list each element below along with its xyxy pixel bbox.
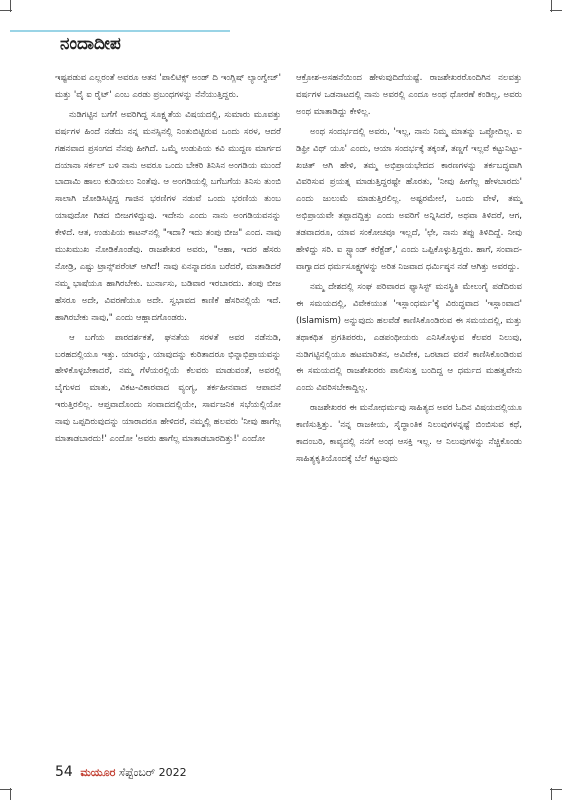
paragraph: ನುಡಿಗಟ್ಟಿನ ಬಗೆಗೆ ಅವರಿಗಿದ್ದ ಸೂಕ್ಷ್ಮತೆಯ ವಿಷಯದಲ್ಲಿ, ಸುಮಾರು ಮೂವತ್ತು ವರ್ಷಗಳ ಹಿಂದೆ ನಡೆದು ನನ್ನ ಮನಸ್ಸಿನಲ್ಲಿ ನಿಂತುಬಿಟ್ಟಿರುವ ಒಂದು ಸರಳ, ಆದರೆ ಗಹನವಾದ ಪ್ರಸಂಗದ ನೆನಪು ಹೀಗಿದೆ. ಒಮ್ಮೆ ಉಡುಪಿಯ ಕವಿ ಮುದ್ದಣ ಮಾರ್ಗದ ದಯಾನಾ ಸರ್ಕಲ್ ಬಳಿ ನಾನು ಅವರೂ ಒಂದು ಬೇಕರಿ ತಿನಿಸಿನ ಅಂಗಡಿಯ ಮುಂದೆ ಬಾದಾಮಿ ಹಾಲು ಕುಡಿಯಲು ನಿಂತೆವು. ಆ ಅಂಗಡಿಯಲ್ಲಿ ಬಗೆಬಗೆಯ ತಿನಿಸು ತುಂಬಿ ಸಾಲಾಗಿ ಜೋಡಿಸಿಟ್ಟಿದ್ದ ಗಾಜಿನ ಭರಣಿಗಳ ನಡುವೆ ಒಂದು ಭರಣಿಯ ತುಂಬ ಯಾವುದೋ ಗಿಡದ ಬೀಜಗಳಿದ್ದುವು. ಇದೇನು ಎಂದು ನಾನು ಅಂಗಡಿಯವನನ್ನು ಕೇಳಿದೆ. ಆತ, ಉಡುಪಿಯ ಕಾಟನ್‌ನಲ್ಲಿ "ಇದಾ? ಇದು ತಂಪು ಬೀಜ" ಎಂದ. ನಾವು ಮುಖಮುಖ ನೋಡಿಕೊಂಡೆವು. ರಾಜಶೇಖರ ಅವರು, "ಆಹಾ, ಇದರ ಹೆಸರು ನೋಡ್ರಿ, ಎಷ್ಟು ಟ್ರಾನ್ಸ್‌ಪರೆಂಟ್ ಆಗಿದೆ! ನಾವು ಏನನ್ನಾದರೂ ಬರೆದರೆ, ಮಾತಾಡಿದರೆ ನಮ್ಮ ಭಾಷೆಯೂ ಹಾಗಿರಬೇಕು. ಬುರ್ನಾಸು, ಬಡಿವಾರ ಇರಬಾರದು. ತಂಪು ಬೀಜ ಹೆಸರೂ ಅದೇ, ವಿವರಣೆಯೂ ಅದೇ. ಸ್ವಭಾವದ ಕಾಣಿಕೆ ಹೆಸರಿನಲ್ಲಿಯೆ ಇದೆ. ಹಾಗಿರಬೇಕು ನಾವು," ಎಂದು ಆಹ್ಲಾದಗೊಂಡರು. [55, 109, 281, 323]
left-column [55, 70, 281, 448]
crop-mark [10, 788, 11, 800]
paragraph: ಇಷ್ಟಪಡುವ ಎಲ್ಲರಂತೆ ಅವರೂ ಆತನ 'ಪಾಲಿಟಿಕ್ಸ್ ಅಂಡ್ ದಿ ಇಂಗ್ಲಿಷ್ ಲ್ಯಾಂಗ್ವೇಜ್' ಮತ್ತು 'ವೈ ಐ ರೈಟ್' ಎಂಬ ಎರಡು ಪ್ರಬಂಧಗಳನ್ನು ನೆನೆಯುತ್ತಿದ್ದರು. [55, 73, 281, 100]
section-title: ನಂದಾದೀಪ [60, 34, 121, 54]
issue-date: ಸೆಪ್ಟೆಂಬರ್ 2022 [118, 766, 187, 779]
paragraph: ರಾಜಶೇಖರರ ಈ ಮನೋಧರ್ಮವು ಸಾಹಿತ್ಯದ ಅವರ ಓದಿನ ವಿಷಯದಲ್ಲಿಯೂ ಕಾಣಿಸುತ್ತಿತ್ತು. 'ನನ್ನ ರಾಜಕೀಯ, ಸೈದ್ಧಾಂತಿಕ ನಿಲುವುಗಳನ್ನಷ್ಟೆ ಬಿಂಬಿಸುವ ಕಥೆ, ಕಾದಂಬರಿ, ಕಾವ್ಯದಲ್ಲಿ ನನಗೆ ಅಂಥ ಆಸಕ್ತಿ ಇಲ್ಲ. ಆ ನಿಲುವುಗಳನ್ನು ನೆಚ್ಚಿಕೊಂಡು ಸಾಹಿತ್ಯಕೃತಿಯೊಂದಕ್ಕೆ ಬೆಲೆ ಕಟ್ಟುವುದು [296, 403, 522, 464]
header-rule [10, 30, 230, 32]
right-column [296, 70, 522, 468]
page-number: 54 [55, 764, 73, 780]
paragraph: ಆ ಬಗೆಯ ಪಾರದರ್ಶಕತೆ, ಘನತೆಯ ಸರಳತೆ ಅವರ ನಡೆನುಡಿ, ಬರಹದಲ್ಲಿಯೂ ಇತ್ತು. ಯಾರನ್ನು, ಯಾವುದನ್ನು ಕುರಿತಾದರೂ ಭಿನ್ನಾಭಿಪ್ರಾಯವನ್ನು ಹೇಳಿಕೊಳ್ಳಬೇಕಾದರೆ, ನಮ್ಮ ಗೆಳೆಯರಲ್ಲಿಯೆ ಕೆಲವರು ಮಾಡುವಂತೆ, ಅವರಲ್ಲಿ ಬೈಗುಳದ ಮಾತು, ವಿಕಟ-ವಿಕಾರವಾದ ವ್ಯಂಗ್ಯ, ತರ್ಕಹೀನವಾದ ಆಪಾದನೆ ಇರುತ್ತಿರಲಿಲ್ಲ. ಆಪ್ತವಾದೊಂದು ಸಂವಾದದಲ್ಲಿಯೇ, ಸಾರ್ವಜನಿಕ ಸಭೆಯಲ್ಲಿಯೋ ನಾವು ಒಪ್ಪದಿರುವುದನ್ನು ಯಾರಾದರೂ ಹೇಳಿದರೆ, ನಮ್ಮಲ್ಲಿ ಹಲವರು 'ನೀವು ಹಾಗೆಲ್ಲ ಮಾತಾಡಬಾರದು!' ಎಂದೋ 'ಅವರು ಹಾಗೆಲ್ಲ ಮಾತಾಡಬಾರದಿತ್ತು!' ಎಂದೋ [55, 332, 281, 445]
paragraph: ಅಂಥ ಸಂದರ್ಭದಲ್ಲಿ ಅವರು, 'ಇಲ್ಲ, ನಾನು ನಿಮ್ಮ ಮಾತನ್ನು ಒಪ್ಪೋದಿಲ್ಲ. ಐ ಡಿಫ್ರೀ ವಿಥ್ ಯೂ' ಎಂದು, ಆಯಾ ಸಂದರ್ಭಕ್ಕೆ ತಕ್ಕಂತೆ, ತಣ್ಣಗೆ ಇಲ್ಲವೆ ಕಟ್ಟುನಿಟ್ಟು-ಖಚಿತ್ ಆಗಿ ಹೇಳಿ, ತಮ್ಮ ಅಭಿಪ್ರಾಯಭೇದದ ಕಾರಣಗಳನ್ನು ತರ್ಕಬದ್ಧವಾಗಿ ವಿವರಿಸುವ ಪ್ರಯತ್ನ ಮಾಡುತ್ತಿದ್ದರಷ್ಟೇ ಹೊರತು, 'ನೀವು ಹೀಗೆಲ್ಲ ಹೇಳಬಾರದು' ಎಂದು ಜುಲುಮೆ ಮಾಡುತ್ತಿರಲಿಲ್ಲ. ಅಷ್ಟರಮೇಲೆ, ಒಂದು ವೇಳೆ, ತಮ್ಮ ಅಭಿಪ್ರಾಯವೇ ತಪ್ಪಾದದ್ದಿತ್ತು ಎಂದು ಅವರಿಗೆ ಅನ್ನಿಸಿದರೆ, ಅಥವಾ ತಿಳಿದರೆ, ಆಗ, ತಡವಾದರೂ, ಯಾವ ಸಂಕೋಚವೂ ಇಲ್ಲದೆ, 'ಛೇ, ನಾನು ತಪ್ಪು ತಿಳಿದಿದ್ದೆ. ನೀವು ಹೇಳಿದ್ದು ಸರಿ. ಐ ಸ್ಟ್ಯಾಂಡ್ ಕರೆಕ್ಟೆಡ್,' ಎಂದು ಒಪ್ಪಿಕೊಳ್ಳುತ್ತಿದ್ದರು. ಹಾಗೆ, ಸಂವಾದ-ವಾಗ್ವಾದದ ಧರ್ಮಸೂಕ್ಷ್ಮಗಳನ್ನು ಅರಿತ ನಿಜವಾದ ಧರ್ಮಿಷ್ಠನ ನಡೆ ಆಗಿತ್ತು ಅವರದ್ದು. [296, 126, 522, 272]
paragraph: ನಮ್ಮ ದೇಶದಲ್ಲಿ ಸಂಘ ಪರಿವಾರದ ಫ್ಯಾಸಿಸ್ಟ್ ಮನಸ್ಥಿತಿ ಮೇಲುಗೈ ಪಡೆದಿರುವ ಈ ಸಮಯದಲ್ಲಿ, ವಿವೇಕಯುತ 'ಇಸ್ಲಾಂಧರ್ಮ'ಕ್ಕೆ ವಿರುದ್ಧವಾದ 'ಇಸ್ಲಾಂವಾದ' (Islamism) ಅನ್ನುವುದು ಹಲವೆಡೆ ಕಾಣಿಸಿಕೊಂಡಿರುವ ಈ ಸಮಯದಲ್ಲಿ, ಮತ್ತು ತಥಾಕಥಿತ ಪ್ರಗತಿಪರರು, ಎಡಪಂಥೀಯರು ಎನಿಸಿಕೊಳ್ಳುವ ಕೆಲವರ ನಿಲುವು, ನುಡಿಗಟ್ಟಿನಲ್ಲಿಯೂ ಹಟಮಾರಿತನ, ಅವಿವೇಕ, ಒರಟಾದ ವರಸೆ ಕಾಣಿಸಿಕೊಂಡಿರುವ ಈ ಸಮಯದಲ್ಲಿ ರಾಜಶೇಖರರು ಪಾಲಿಸುತ್ತ ಬಂದಿದ್ದ ಆ ಧರ್ಮದ ಮಹತ್ವವೇನು ಎಂದು ವಿವರಿಸಬೇಕಾದ್ದಿಲ್ಲ. [296, 281, 522, 394]
magazine-logo: ಮಯೂರ [80, 766, 116, 779]
page-footer [55, 764, 187, 780]
crop-mark [551, 0, 552, 12]
crop-mark [10, 0, 11, 12]
paragraph: ಆಕ್ರೋಶ-ಅಸಹನೆಯಿಂದ ಹೇಳುವುದಿದೆಯಷ್ಟೆ. ರಾಜಶೇಖರರೊಂದಿಗಿನ ನಲವತ್ತು ವರ್ಷಗಳ ಒಡನಾಟದಲ್ಲಿ ನಾನು ಅವರಲ್ಲಿ ಎಂದೂ ಅಂಥ ಧೋರಣೆ ಕಂಡಿಲ್ಲ, ಅವರು ಅಂಥ ಮಾತಾಡಿದ್ದು ಕೇಳಿಲ್ಲ. [296, 73, 522, 117]
crop-mark [551, 788, 552, 800]
